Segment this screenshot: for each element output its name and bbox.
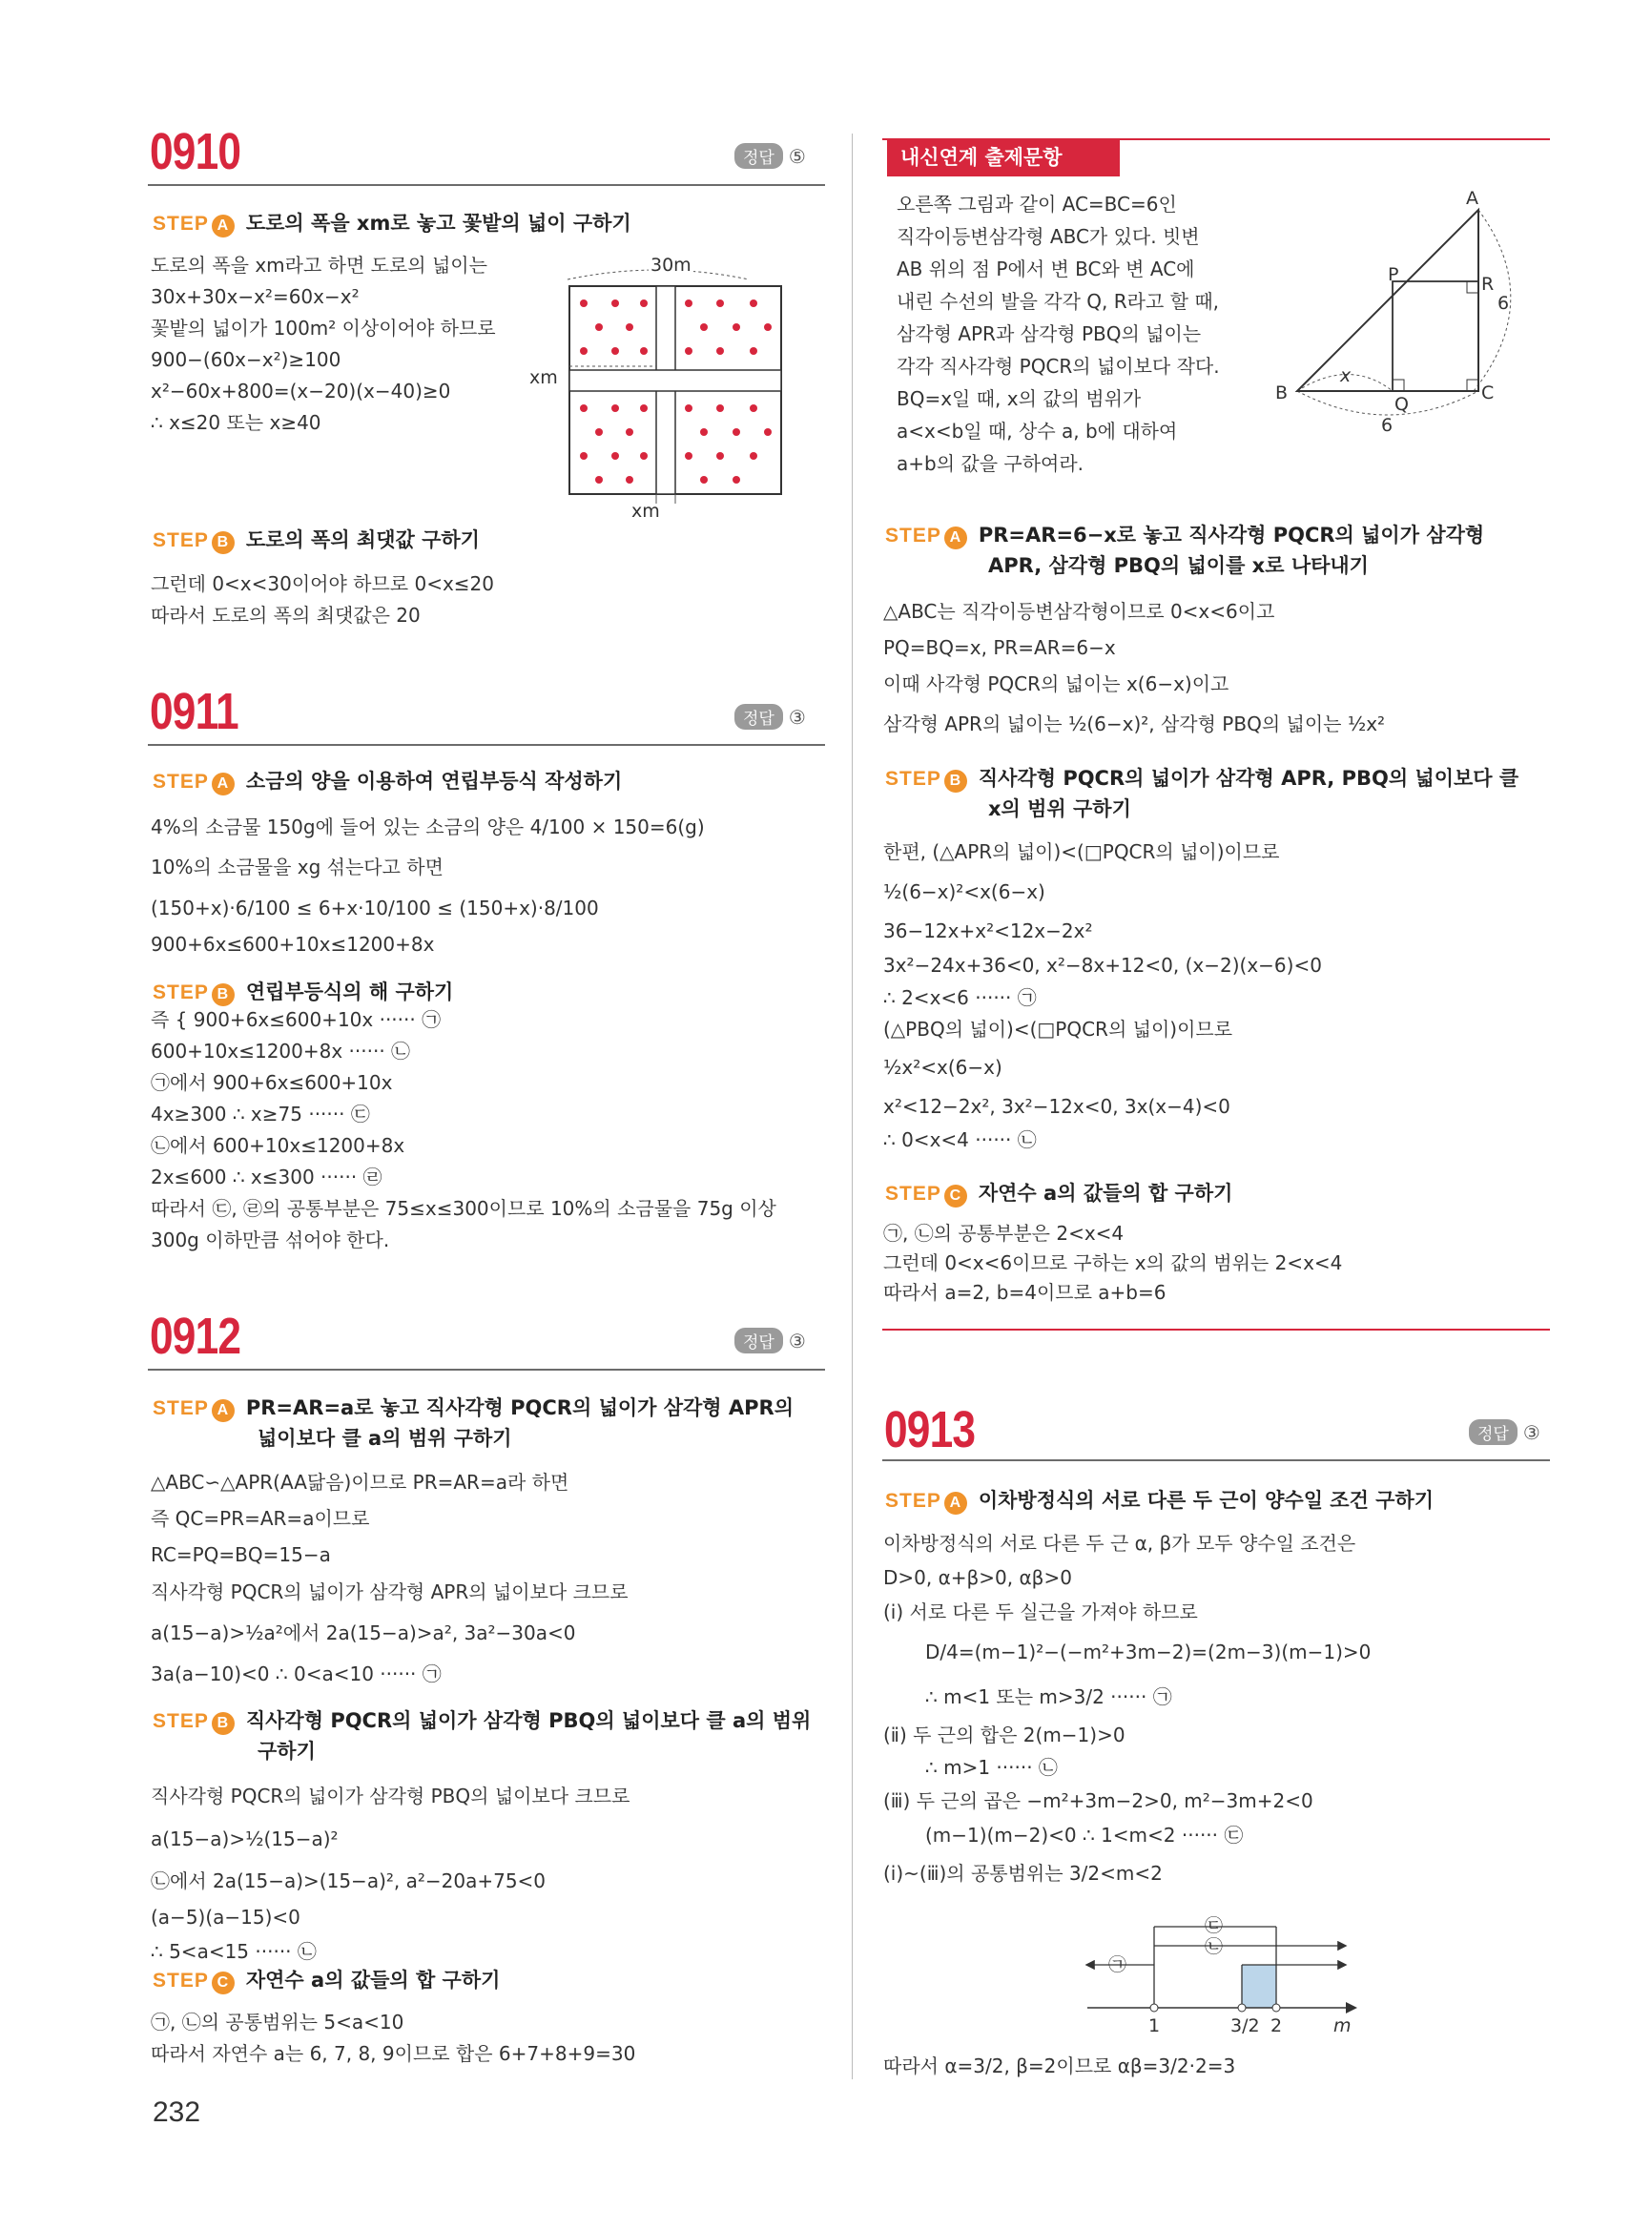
problem-number: 0910 xyxy=(150,123,241,180)
fig-label-left: xm xyxy=(529,367,558,388)
label-P: P xyxy=(1388,264,1399,285)
divider xyxy=(148,184,825,186)
answer-badge: 정답 ③ xyxy=(734,1328,806,1353)
step-a-heading: STEP A 소금의 양을 이용하여 연립부등식 작성하기 xyxy=(153,766,622,797)
label-six-bottom: 6 xyxy=(1381,415,1394,436)
solution-text: △ABC는 직각이등변삼각형이므로 0<x<6이고 PQ=BQ=x, PR=AR=6−x 이때 사각형 PQCR의 넓이는 x(6−x)이고 삼각형 APR의 넓이는 ½(6−x)², 삼각형 PBQ의 넓이는 ½x² xyxy=(883,600,1386,735)
label-R: R xyxy=(1481,274,1495,295)
tick-3-2: 3/2 xyxy=(1230,2015,1260,2036)
label-Q: Q xyxy=(1394,394,1409,415)
tick-2: 2 xyxy=(1270,2015,1283,2036)
solution-text: ㉠, ㉡의 공통범위는 5<a<10 따라서 자연수 a는 6, 7, 8, 9이므로 합은 6+7+8+9=30 xyxy=(151,2011,636,2065)
step-a-heading: STEP A PR=AR=a로 놓고 직사각형 PQCR의 넓이가 삼각형 APR의 xyxy=(153,1393,794,1424)
step-b-heading: STEP B 연립부등식의 해 구하기 xyxy=(153,977,453,1008)
fig-label-top: 30m xyxy=(649,250,693,281)
solution-text: 직사각형 PQCR의 넓이가 삼각형 PBQ의 넓이보다 크므로 a(15−a)>½(15−a)² ㉡에서 2a(15−a)>(15−a)², a²−20a+75<0 (a−5)(a−15)<0 ∴ 5<a<15 ······ ㉡ xyxy=(151,1785,630,1963)
label-six-side: 6 xyxy=(1497,293,1510,314)
column-separator xyxy=(852,134,853,2079)
step-a-heading: STEP A PR=AR=6−x로 놓고 직사각형 PQCR의 넓이가 삼각형 xyxy=(885,520,1484,551)
label-A: A xyxy=(1466,188,1478,209)
label-circle-1: ㉠ xyxy=(1108,1954,1127,1975)
step-a-heading-cont: 넓이보다 클 a의 범위 구하기 xyxy=(258,1427,512,1450)
label-circle-2: ㉡ xyxy=(1205,1936,1224,1957)
step-b-heading: STEP B 도로의 폭의 최댓값 구하기 xyxy=(153,525,480,556)
solution-text: ㉠, ㉡의 공통부분은 2<x<4 그런데 0<x<6이므로 구하는 x의 값의 범위는 2<x<4 따라서 a=2, b=4이므로 a+b=6 xyxy=(883,1222,1343,1304)
step-a-heading-cont: APR, 삼각형 PBQ의 넓이를 x로 나타내기 xyxy=(988,554,1369,577)
step-b-heading-cont: 구하기 xyxy=(258,1740,316,1763)
solution-text: 그런데 0<x<30이어야 하므로 0<x≤20 따라서 도로의 폭의 최댓값은 20 xyxy=(151,572,495,627)
step-b-heading: STEP B 직사각형 PQCR의 넓이가 삼각형 APR, PBQ의 넓이보다 클 xyxy=(885,763,1518,795)
naesin-badge: 내신연계 출제문항 xyxy=(887,138,1120,176)
solution-text: 4%의 소금물 150g에 들어 있는 소금의 양은 4/100 × 150=6(g) 10%의 소금물을 xg 섞는다고 하면 (150+x)·6/100 ≤ 6+x·10/100 ≤ (150+x)·8/100 900+6x≤600+10x≤1200+8x xyxy=(151,816,705,956)
solution-text: △ABC∽△APR(AA닮음)이므로 PR=AR=a라 하면 즉 QC=PR=AR=a이므로 RC=PQ=BQ=15−a 직사각형 PQCR의 넓이가 삼각형 APR의 넓이보다 크므로 a(15−a)>½a²에서 2a(15−a)>a², 3a²−30a<0 3a(a−10)<0 ∴ 0<a<10 ······ ㉠ xyxy=(151,1471,629,1685)
step-b-heading-cont: x의 범위 구하기 xyxy=(988,797,1131,820)
label-circle-3: ㉢ xyxy=(1205,1915,1224,1936)
divider xyxy=(148,1369,825,1371)
axis-var: m xyxy=(1333,2015,1352,2036)
solution-text: 이차방정식의 서로 다른 두 근 α, β가 모두 양수일 조건은 D>0, α+β>0, αβ>0 (ⅰ) 서로 다른 두 실근을 가져야 하므로 D/4=(m−1)²−(−m²+3m−2)=(2m−3)(m−1)>0 ∴ m<1 또는 m>3/2 ······ ㉠ (ⅱ) 두 근의 합은 2(m−1)>0 ∴ m>1 ······ ㉡ (ⅲ) 두 근의 곱은 −m²+3m−2>0, m²−3m+2<0 (m−1)(m−2)<0 ∴ 1<m<2 ······ ㉢ (ⅰ)~(ⅲ)의 공통범위는 3/2<m<2 xyxy=(883,1532,1372,1885)
red-rule xyxy=(882,1329,1550,1331)
fig-label-bottom: xm xyxy=(631,501,660,522)
answer-badge: 정답 ③ xyxy=(1469,1419,1540,1445)
label-B: B xyxy=(1275,382,1289,403)
step-c-heading: STEP C 자연수 a의 값들의 합 구하기 xyxy=(153,1965,500,1996)
answer-badge: 정답 ③ xyxy=(734,704,806,730)
problem-text: 오른쪽 그림과 같이 AC=BC=6인 직각이등변삼각형 ABC가 있다. 빗변 AB 위의 점 P에서 변 BC와 변 AC에 내린 수선의 발을 각각 Q, R라고 할 때, 삼각형 APR과 삼각형 PBQ의 넓이는 각각 직사각형 PQCR의 넓이보다 작다. BQ=x일 때, x의 값의 범위가 a<x<b일 때, 상수 a, b에 대하여 a+b의 값을 구하여라. xyxy=(897,193,1220,475)
step-a-heading: STEP A 도로의 폭을 xm로 놓고 꽃밭의 넓이 구하기 xyxy=(153,208,631,239)
problem-number: 0912 xyxy=(150,1308,241,1365)
solution-text: 즉 { 900+6x≤600+10x ······ ㉠ 600+10x≤1200+8x ······ ㉡ ㉠에서 900+6x≤600+10x 4x≥300 ∴ x≥75 ······ ㉢ ㉡에서 600+10x≤1200+8x 2x≤600 ∴ x≤300 ······ ㉣ 따라서 ㉢, ㉣의 공통부분은 75≤x≤300이므로 10%의 소금물을 75g 이상 300g 이하만큼 섞어야 한다. xyxy=(151,1008,776,1251)
step-a-heading: STEP A 이차방정식의 서로 다른 두 근이 양수일 조건 구하기 xyxy=(885,1485,1434,1517)
final-answer: 따라서 α=3/2, β=2이므로 αβ=3/2·2=3 xyxy=(883,2054,1236,2077)
problem-number: 0911 xyxy=(150,683,238,740)
label-C: C xyxy=(1481,382,1495,403)
divider xyxy=(882,1459,1550,1461)
step-c-heading: STEP C 자연수 a의 값들의 합 구하기 xyxy=(885,1178,1232,1209)
page-number: 232 xyxy=(153,2096,201,2128)
step-b-heading: STEP B 직사각형 PQCR의 넓이가 삼각형 PBQ의 넓이보다 클 a의 범위 xyxy=(153,1705,811,1737)
problem-number: 0913 xyxy=(884,1401,976,1458)
label-x: x xyxy=(1340,365,1352,386)
divider xyxy=(148,744,825,746)
answer-badge: 정답 ⑤ xyxy=(734,143,806,169)
tick-1: 1 xyxy=(1148,2015,1161,2036)
solution-text: 한편, (△APR의 넓이)<(□PQCR의 넓이)이므로 ½(6−x)²<x(6−x) 36−12x+x²<12x−2x² 3x²−24x+36<0, x²−8x+12<0, (x−2)(x−6)<0 ∴ 2<x<6 ······ ㉠ (△PBQ의 넓이)<(□PQCR의 넓이)이므로 ½x²<x(6−x) x²<12−2x², 3x²−12x<0, 3x(x−4)<0 ∴ 0<x<4 ······ ㉡ xyxy=(883,840,1322,1151)
solution-text: 도로의 폭을 xm라고 하면 도로의 넓이는 30x+30x−x²=60x−x² 꽃밭의 넓이가 100m² 이상이어야 하므로 900−(60x−x²)≥100 x²−60x+800=(x−20)(x−40)≥0 ∴ x≤20 또는 x≥40 xyxy=(151,254,496,434)
